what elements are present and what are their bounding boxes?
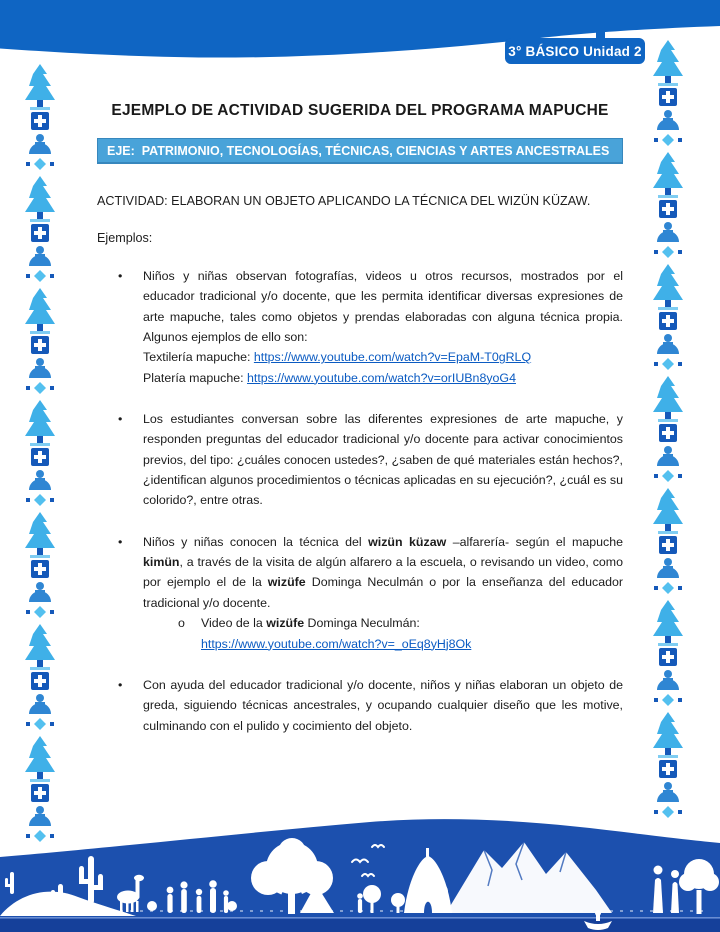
examples-label: Ejemplos: (97, 231, 153, 245)
text-segment: Los estudiantes conversan sobre las diferentes expresiones de arte mapuche, y responden preguntas del educador tradicional y/o docente para activar conocimientos previos, del tipo: ¿cuáles conocen ustedes?, ¿saben de qué materiales están hechos?, ¿identifican algunos procedimientos o técnicas aplicadas en su ejecución?, ¿cuál es su colorido?, entre otras. (143, 412, 623, 508)
bullet-item-2 (97, 409, 623, 511)
text-segment: , a través de la visita de algún alfarero a la escuela, o revisando un video, como por ejemplo el de la (143, 555, 623, 590)
text-segment: Con ayuda del educador tradicional y/o docente, niños y niñas elaboran un objeto de greda, siguiendo técnicas ancestrales, y ocupando cualquier diseño que les motive, culminando con el pulido y cocimiento del objeto. (143, 677, 623, 733)
text-segment: kimün (143, 555, 180, 570)
bullet-list (97, 266, 623, 736)
text-segment: Niños y niñas observan fotografías, videos u otros recursos, mostrados por el educador tradicional y/o docente, que les permita identificar diversas expresiones de arte mapuche, tales como objetos y prendas elaboradas con alguna técnica propia. Algunos ejemplos de ello son: (143, 269, 623, 345)
text-segment: Textilería mapuche: (143, 350, 254, 365)
unit-badge-label: 3° BÁSICO Unidad 2 (508, 43, 642, 59)
page-title: EJEMPLO DE ACTIVIDAD SUGERIDA DEL PROGRAMA MAPUCHE (111, 102, 609, 119)
text-segment: Video de la (201, 616, 267, 631)
text-segment: wizüfe (266, 616, 305, 631)
hyperlink[interactable]: https://www.youtube.com/watch?v=orIUBn8yoG4 (247, 370, 516, 385)
bullet-text (143, 678, 623, 733)
bullet-text (143, 412, 623, 507)
bullet-item-4 (97, 675, 623, 736)
unit-badge (505, 38, 645, 64)
shrub-icon (147, 901, 157, 911)
right-border-ornament (650, 38, 686, 822)
bullet-marker: • (118, 269, 123, 283)
bullet-marker: • (118, 412, 123, 427)
eje-strip: EJE: PATRIMONIO, TECNOLOGÍAS, TÉCNICAS, CIENCIAS Y ARTES ANCESTRALES (97, 138, 623, 164)
hyperlink[interactable]: https://www.youtube.com/watch?v=_oEq8yHj8Ok (201, 636, 472, 651)
bullet-item-1 (97, 266, 623, 388)
shrub-icon (227, 901, 237, 911)
text-segment: Dominga Neculmán: (304, 616, 420, 631)
footer-ground-stripe (0, 919, 720, 932)
bullet-marker: • (118, 677, 123, 692)
text-segment: –alfarería- según el mapuche (446, 534, 623, 549)
text-segment: wizün küzaw (368, 534, 447, 549)
bullet-item-3 (97, 532, 623, 654)
text-segment: wizüfe (267, 575, 306, 590)
text-segment: Platería mapuche: (143, 370, 248, 385)
bullet-marker: • (118, 534, 123, 549)
text-segment: Dominga Neculmán o por la enseñanza del educador tradicional y/o docente. (143, 575, 623, 610)
left-border-ornament (22, 62, 58, 848)
document-content (97, 102, 623, 757)
hyperlink[interactable]: https://www.youtube.com/watch?v=EpaM-T0gRLQ (253, 350, 532, 365)
bullet-text (143, 269, 623, 385)
text-segment: Niños y niñas conocen la técnica del (143, 534, 369, 549)
sub-bullet-marker: o (178, 616, 185, 631)
sub-bullet-item (172, 613, 623, 654)
footer-landscape-graphic (0, 819, 720, 932)
bullet-text (143, 535, 623, 610)
activity-heading: ACTIVIDAD: ELABORAN UN OBJETO APLICANDO LA TÉCNICA DEL WIZÜN KÜZAW. (97, 194, 591, 208)
sub-bullet-text (201, 616, 471, 650)
